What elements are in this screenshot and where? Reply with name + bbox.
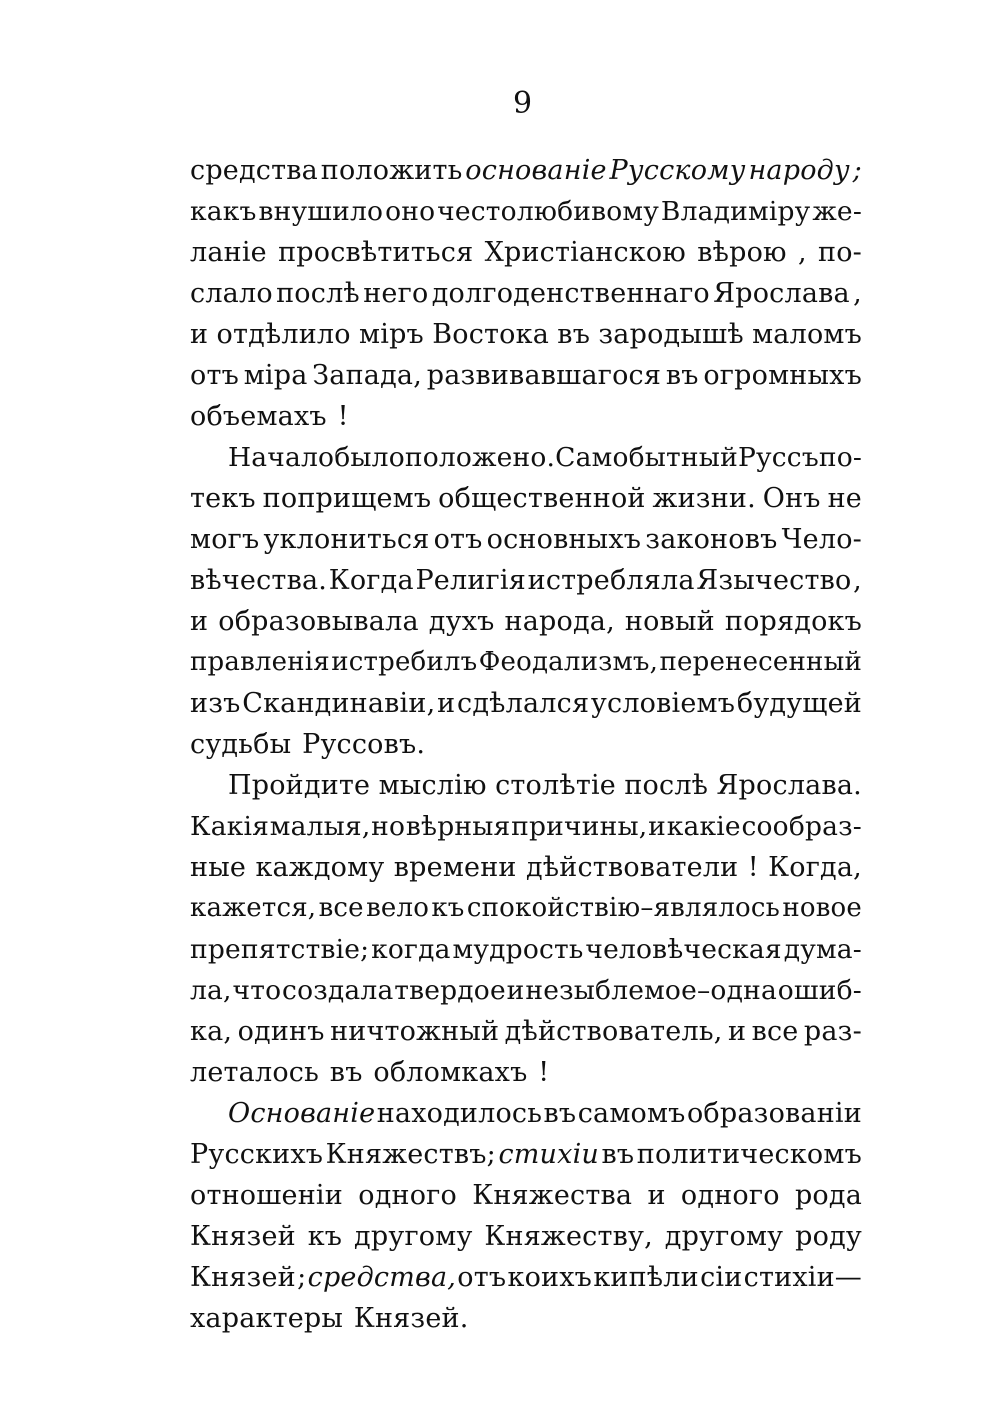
text-line	[190, 1134, 862, 1175]
word: Язычество	[696, 565, 852, 596]
word: одного	[680, 1180, 780, 1211]
word: Какiя	[190, 811, 270, 842]
text-line	[190, 314, 862, 355]
word: поприщемъ	[262, 483, 432, 514]
word: въ	[329, 1057, 363, 1088]
text-line	[190, 847, 862, 888]
paragraph	[190, 1093, 862, 1339]
text-line	[190, 1052, 862, 1093]
word: политическомъ	[636, 1139, 862, 1170]
word: Онъ	[762, 483, 821, 514]
paragraph	[190, 765, 862, 1093]
word: внушило	[258, 196, 384, 227]
word: Христiанскою	[484, 237, 687, 268]
word: какiе	[666, 811, 741, 842]
word: общественной	[438, 483, 646, 514]
word: ланiе	[190, 237, 267, 268]
text-line	[190, 150, 862, 191]
word: вѣрою	[697, 237, 787, 268]
word: причины,	[511, 811, 648, 842]
word: леталось	[190, 1057, 319, 1088]
text-line	[190, 560, 862, 601]
text-line	[190, 765, 862, 806]
word: спокойствiю–являлось	[466, 893, 781, 923]
text-line	[190, 1011, 862, 1052]
text-line	[190, 724, 862, 765]
word: мiръ	[359, 319, 424, 350]
word: незыблемое–одна	[525, 975, 777, 1006]
word: что	[232, 975, 282, 1006]
word: Скандинавiи,	[242, 688, 436, 719]
word: Русскому	[609, 155, 746, 186]
body-text	[190, 150, 862, 1339]
word: въ	[601, 1139, 635, 1170]
word: мыслiю	[378, 770, 487, 801]
word: образовывала	[218, 606, 419, 637]
text-line	[190, 1175, 862, 1216]
word: зародышѣ	[598, 319, 744, 350]
word: какъ	[190, 196, 257, 227]
word: Владимiру	[660, 196, 811, 227]
word: другому	[664, 1221, 784, 1252]
word: ,	[853, 278, 862, 309]
word: ные	[190, 852, 247, 883]
word: Запада,	[312, 360, 422, 391]
text-line	[190, 642, 862, 683]
word: вело	[366, 893, 430, 923]
word: послѣ	[276, 278, 360, 309]
text-line	[190, 478, 862, 519]
word: и	[437, 688, 456, 719]
word: новое	[782, 893, 862, 923]
word: и	[506, 975, 525, 1006]
text-line	[190, 1093, 862, 1134]
word: Русскихъ	[190, 1139, 324, 1170]
word: кажется,	[190, 893, 317, 923]
word: кипѣли	[593, 1262, 699, 1293]
word: создала	[282, 975, 394, 1006]
word: Основанiе	[228, 1098, 376, 1129]
word: находилось	[376, 1098, 543, 1129]
text-line	[190, 273, 862, 314]
word: уклониться	[263, 524, 430, 555]
word: Феодализмъ,	[478, 647, 659, 677]
text-line	[190, 191, 862, 232]
word: времени	[393, 852, 517, 883]
word: Руссъ	[737, 442, 819, 473]
word: коихъ	[507, 1262, 593, 1293]
word: Князей.	[353, 1303, 469, 1334]
word: него	[363, 278, 429, 309]
word: мудрость	[452, 934, 584, 965]
word: Князей	[190, 1221, 296, 1252]
word: ла,	[190, 975, 232, 1006]
word: сiи	[700, 1262, 743, 1293]
word: правленiя	[190, 647, 330, 677]
word: столѣтiе	[495, 770, 616, 801]
word: Начало	[228, 442, 335, 473]
word: законовъ	[645, 524, 778, 555]
word: будущей	[736, 688, 862, 719]
word: слало	[190, 278, 273, 309]
word: ка,	[190, 1016, 233, 1047]
word: человѣческая	[585, 934, 782, 965]
word: Религiя	[415, 565, 526, 596]
word: новый	[624, 606, 715, 637]
word: Князей	[190, 1262, 296, 1293]
word: основанiе	[465, 155, 607, 186]
word: къ	[307, 1221, 343, 1252]
word: ,	[797, 237, 807, 268]
word: дума-	[783, 934, 862, 965]
word: стихiи—	[743, 1262, 862, 1293]
word: не	[827, 483, 862, 514]
word: послѣ	[624, 770, 709, 801]
word: одинъ	[237, 1016, 325, 1047]
word: вѣчества.	[190, 565, 328, 596]
word: малыя,	[269, 811, 371, 842]
word: другому	[354, 1221, 473, 1252]
word: объемахъ	[190, 401, 327, 432]
word: когда	[371, 934, 451, 965]
word: могъ	[190, 524, 260, 555]
text-line	[190, 601, 862, 642]
word: же-	[812, 196, 862, 227]
word: истребилъ	[331, 647, 478, 677]
word: обломкахъ	[373, 1057, 528, 1088]
word: самомъ	[577, 1098, 686, 1129]
word: было	[334, 442, 405, 473]
word: Княжества	[472, 1180, 633, 1211]
word: Пройдите	[228, 770, 371, 801]
word: Самобытный	[555, 442, 738, 473]
word: характеры	[190, 1303, 344, 1334]
word: ничтожный	[330, 1016, 500, 1047]
word: отъ	[457, 1262, 507, 1293]
word: средства	[190, 155, 318, 186]
paragraph	[190, 150, 862, 437]
word: духъ	[428, 606, 495, 637]
word: мiра	[243, 360, 308, 391]
word: твердое	[394, 975, 506, 1006]
word: !	[337, 401, 349, 432]
word: Когда,	[768, 852, 862, 883]
word: средства,	[307, 1262, 457, 1293]
word: развивавшагося	[426, 360, 662, 391]
word: дѣйствователь,	[504, 1016, 723, 1047]
word: Ярослава	[713, 278, 850, 309]
word: народа,	[504, 606, 615, 637]
word: долгоденственнаго	[431, 278, 710, 309]
text-line	[190, 437, 862, 478]
text-line	[190, 519, 862, 560]
word: въ	[543, 1098, 577, 1129]
word: по-	[818, 237, 862, 268]
word: текъ	[190, 483, 256, 514]
word: отъ	[433, 524, 483, 555]
word: Востока	[432, 319, 550, 350]
word: стихiи	[498, 1139, 600, 1170]
word: по-	[818, 442, 863, 473]
word: истребляла	[527, 565, 695, 596]
word: положить	[320, 155, 463, 186]
word: Княжеству,	[484, 1221, 653, 1252]
word: отношенiи	[190, 1180, 343, 1211]
word: просвѣтиться	[278, 237, 474, 268]
word: образованiи	[686, 1098, 862, 1129]
word: ,	[853, 565, 862, 596]
text-line	[190, 1216, 862, 1257]
word: отъ	[190, 360, 239, 391]
text-line	[190, 1257, 862, 1298]
word: Когда	[328, 565, 414, 596]
word: но	[371, 811, 406, 842]
text-line	[190, 232, 862, 273]
word: сообраз-	[741, 811, 862, 842]
text-line	[190, 355, 862, 396]
word: народу	[748, 155, 850, 186]
paragraph	[190, 437, 862, 765]
word: перенесенный	[659, 647, 862, 677]
text-line	[190, 683, 862, 724]
word: въ	[557, 319, 591, 350]
word: въ	[665, 360, 699, 391]
word: все	[751, 1016, 799, 1047]
word: Руссовъ.	[302, 729, 426, 760]
word: къ	[431, 893, 465, 923]
word: оно	[385, 196, 436, 227]
word: жизни.	[652, 483, 756, 514]
word: вѣрныя	[405, 811, 511, 842]
word: ;	[297, 1262, 307, 1293]
word: и	[647, 1180, 666, 1211]
word: раз-	[803, 1016, 862, 1047]
word: одного	[358, 1180, 457, 1211]
word: и	[190, 606, 209, 637]
word: ошиб-	[777, 975, 862, 1006]
word: дѣйствователи	[525, 852, 739, 883]
word: честолюбивому	[437, 196, 660, 227]
text-line	[190, 396, 862, 437]
word: и	[190, 319, 209, 350]
word: !	[538, 1057, 550, 1088]
word: огромныхъ	[703, 360, 862, 391]
word: ;	[852, 155, 862, 186]
word: Ярослава.	[716, 770, 862, 801]
word: Чело-	[781, 524, 862, 555]
word: роду	[795, 1221, 862, 1252]
text-line	[190, 806, 862, 847]
word: Княжествъ;	[325, 1139, 496, 1170]
text-line	[190, 970, 862, 1011]
word: порядокъ	[724, 606, 862, 637]
text-line	[190, 929, 862, 970]
word: основныхъ	[486, 524, 642, 555]
page-number: 9	[512, 86, 533, 121]
word: судьбы	[190, 729, 292, 760]
word: маломъ	[752, 319, 862, 350]
word: и	[727, 1016, 747, 1047]
word: препятствiе;	[190, 934, 370, 965]
word: отдѣлило	[216, 319, 351, 350]
text-line	[190, 1298, 862, 1339]
word: условiемъ	[590, 688, 736, 719]
word: все	[318, 893, 364, 923]
word: !	[747, 852, 759, 883]
word: и	[648, 811, 666, 842]
word: рода	[794, 1180, 862, 1211]
word: сдѣлался	[457, 688, 590, 719]
word: положено.	[404, 442, 556, 473]
word: каждому	[255, 852, 385, 883]
text-line	[190, 888, 862, 929]
word: изъ	[190, 688, 241, 719]
